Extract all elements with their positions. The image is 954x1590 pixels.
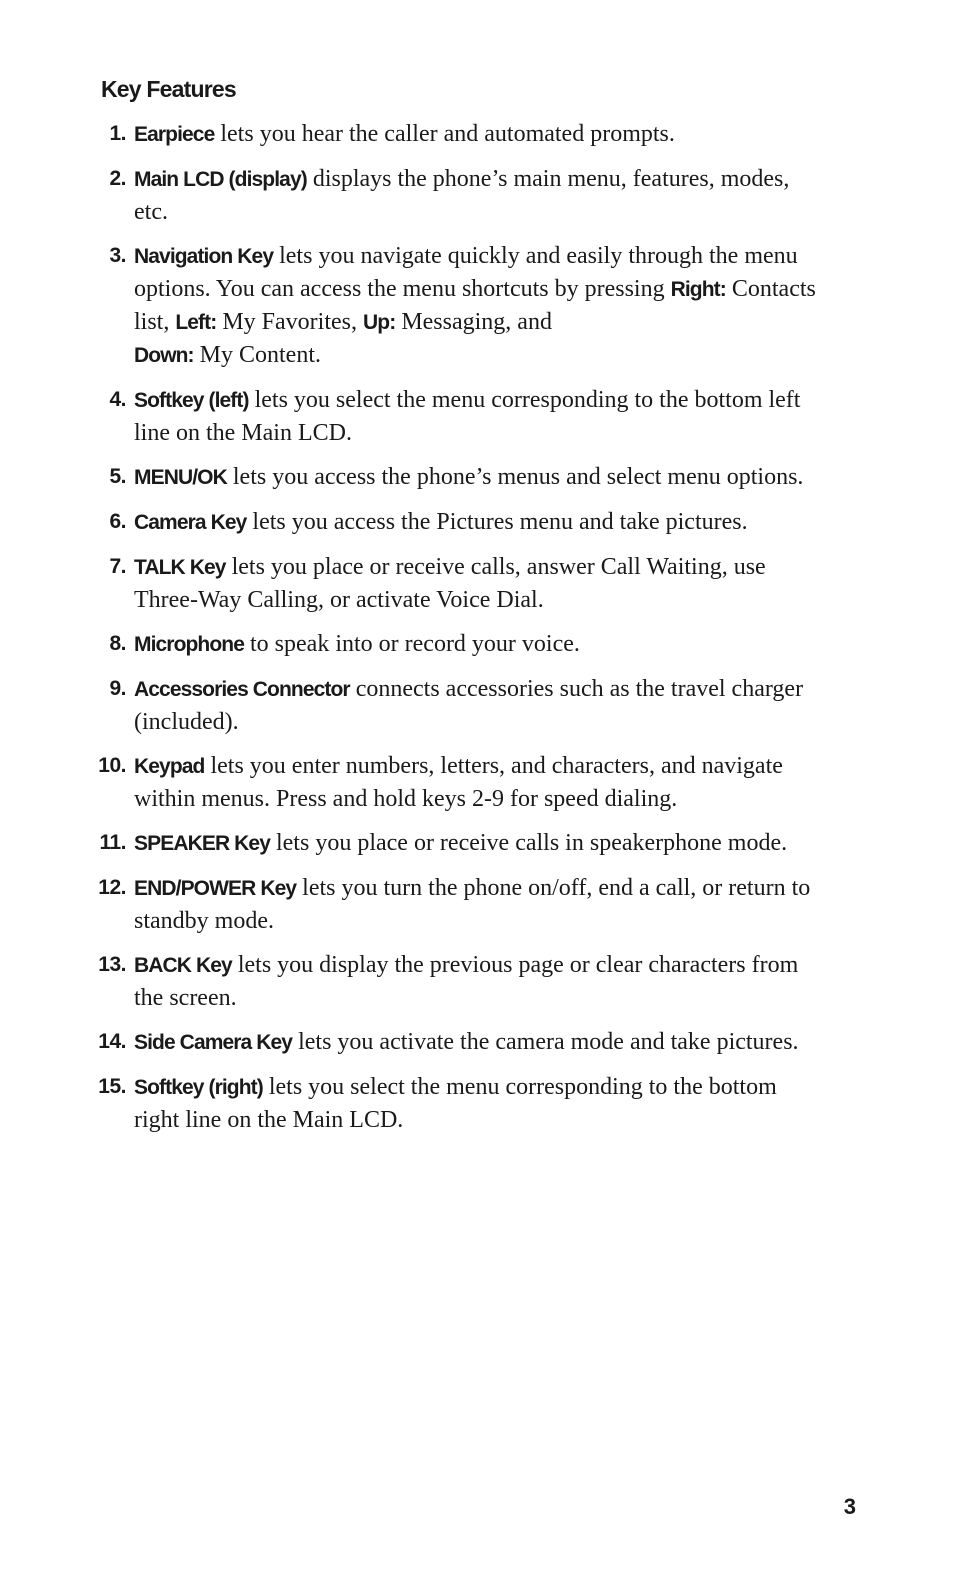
feature-number: 3. bbox=[109, 244, 126, 267]
feature-item bbox=[96, 750, 826, 815]
feature-item bbox=[96, 949, 826, 1014]
section-heading: Key Features bbox=[101, 76, 236, 102]
feature-term: Softkey (left) bbox=[134, 389, 249, 412]
feature-number: 14. bbox=[98, 1030, 126, 1053]
feature-item bbox=[96, 506, 826, 539]
feature-number: 7. bbox=[109, 555, 126, 578]
feature-description: to speak into or record your voice. bbox=[244, 631, 580, 657]
feature-description: lets you select the menu corresponding to the bottom right line on the Main LCD. bbox=[134, 1074, 777, 1133]
feature-number: 4. bbox=[109, 388, 126, 411]
feature-description: lets you place or receive calls, answer Call Waiting, use Three-Way Calling, or activate Voice Dial. bbox=[134, 554, 766, 613]
feature-term: TALK Key bbox=[134, 556, 226, 579]
feature-number: 2. bbox=[109, 167, 126, 190]
shortcut-target: Contacts list, bbox=[134, 276, 816, 335]
feature-item bbox=[96, 551, 826, 616]
feature-number: 15. bbox=[98, 1075, 126, 1098]
feature-number: 11. bbox=[99, 831, 126, 854]
feature-description: displays the phone’s main menu, features, modes, etc. bbox=[134, 166, 790, 225]
shortcut-direction: Right: bbox=[670, 278, 726, 301]
shortcut-target: My Favorites, bbox=[216, 309, 364, 335]
shortcut-direction: Up: bbox=[363, 311, 396, 334]
feature-number: 5. bbox=[109, 465, 126, 488]
shortcut-direction: Down: bbox=[134, 344, 194, 367]
feature-number: 10. bbox=[98, 754, 126, 777]
feature-description: lets you enter numbers, letters, and characters, and navigate within menus. Press and hold keys 2-9 for speed dialing. bbox=[134, 753, 783, 812]
feature-item bbox=[96, 827, 826, 860]
feature-description: lets you access the phone’s menus and select menu options. bbox=[226, 464, 804, 490]
feature-term: Side Camera Key bbox=[134, 1031, 293, 1054]
feature-term: MENU/OK bbox=[134, 466, 227, 489]
feature-description: connects accessories such as the travel charger (included). bbox=[134, 676, 804, 735]
feature-term: Keypad bbox=[134, 755, 205, 778]
feature-term: Accessories Connector bbox=[134, 678, 350, 701]
shortcut-target: My Content. bbox=[193, 342, 321, 368]
feature-description: lets you access the Pictures menu and take pictures. bbox=[246, 509, 748, 535]
feature-number: 9. bbox=[109, 677, 126, 700]
feature-term: Softkey (right) bbox=[134, 1076, 263, 1099]
feature-term: Camera Key bbox=[134, 511, 247, 534]
feature-item bbox=[96, 1026, 826, 1059]
feature-description: lets you navigate quickly and easily through the menu options. You can access the menu shortcuts by pressing bbox=[134, 243, 798, 302]
feature-description: lets you place or receive calls in speakerphone mode. bbox=[269, 830, 788, 856]
feature-description: lets you select the menu corresponding to the bottom left line on the Main LCD. bbox=[134, 387, 801, 446]
feature-term: SPEAKER Key bbox=[134, 832, 270, 855]
feature-term: Main LCD (display) bbox=[134, 168, 307, 191]
feature-number: 12. bbox=[98, 876, 126, 899]
feature-term: BACK Key bbox=[134, 954, 232, 977]
feature-list bbox=[96, 118, 826, 1148]
feature-item bbox=[96, 118, 826, 151]
feature-description: lets you hear the caller and automated prompts. bbox=[214, 121, 675, 147]
feature-description: lets you activate the camera mode and take pictures. bbox=[292, 1029, 799, 1055]
feature-term: Earpiece bbox=[134, 123, 215, 146]
shortcut-direction: Left: bbox=[175, 311, 217, 334]
feature-number: 1. bbox=[109, 122, 126, 145]
feature-item bbox=[96, 872, 826, 937]
feature-item bbox=[96, 163, 826, 228]
shortcut-target: Messaging, and bbox=[395, 309, 552, 335]
feature-item bbox=[96, 461, 826, 494]
feature-item bbox=[96, 673, 826, 738]
feature-description: lets you display the previous page or clear characters from the screen. bbox=[134, 952, 799, 1011]
feature-description: lets you turn the phone on/off, end a call, or return to standby mode. bbox=[134, 875, 811, 934]
feature-item bbox=[96, 240, 826, 372]
feature-number: 6. bbox=[109, 510, 126, 533]
feature-term: Navigation Key bbox=[134, 245, 274, 268]
page-number: 3 bbox=[843, 1494, 856, 1519]
feature-number: 13. bbox=[98, 953, 126, 976]
feature-item bbox=[96, 1071, 826, 1136]
feature-item bbox=[96, 628, 826, 661]
feature-term: END/POWER Key bbox=[134, 877, 297, 900]
feature-item bbox=[96, 384, 826, 449]
feature-number: 8. bbox=[109, 632, 126, 655]
feature-term: Microphone bbox=[134, 633, 244, 656]
